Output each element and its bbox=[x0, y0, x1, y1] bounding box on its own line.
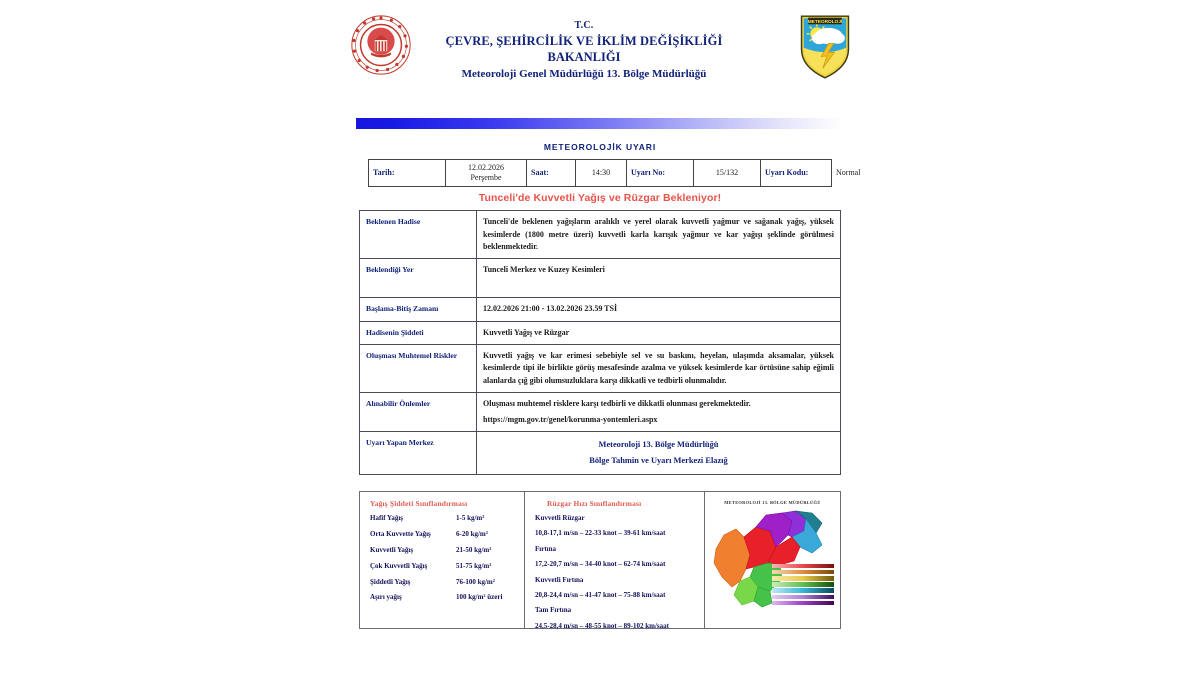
row-value-issuing-center bbox=[477, 432, 841, 475]
scale-band bbox=[772, 570, 834, 575]
region-map bbox=[710, 507, 836, 613]
list-item bbox=[370, 562, 516, 570]
row-label-severity: Hadisenin Şiddeti bbox=[360, 321, 477, 344]
wind-value: 24,5-28,4 m/sn – 48-55 knot – 89-102 km/saat bbox=[535, 621, 669, 630]
warning-code-label: Uyarı Kodu: bbox=[761, 160, 832, 187]
row-label-possible-risks: Oluşması Muhtemel Riskler bbox=[360, 345, 477, 393]
row-value-expected-location: Tunceli Merkez ve Kuzey Kesimleri bbox=[477, 259, 841, 298]
date-value-line2: Perşembe bbox=[470, 173, 502, 183]
warning-details-table bbox=[359, 210, 841, 475]
date-value bbox=[446, 160, 527, 187]
regional-directorate-name: Meteoroloji Genel Müdürlüğü 13. Bölge Müdürlüğü bbox=[461, 67, 707, 80]
scale-band bbox=[772, 564, 834, 569]
date-value-line1: 12.02.2026 bbox=[468, 163, 504, 173]
wind-value: 17,2-20,7 m/sn – 34-40 knot – 62-74 km/saat bbox=[535, 560, 666, 569]
table-row bbox=[360, 321, 841, 344]
turkish-republic-emblem-icon bbox=[350, 14, 412, 76]
scale-band bbox=[772, 601, 834, 606]
rain-value: 51-75 kg/m² bbox=[456, 561, 492, 570]
wind-classification-title: Rüzgar Hızı Sınıflandırması bbox=[547, 498, 642, 508]
rain-classification-title: Yağış Şiddeti Sınıflandırması bbox=[370, 498, 468, 508]
precautions-text: Oluşması muhtemel risklere karşı tedbirli ve dikkatli olunması gerekmektedir. bbox=[483, 399, 751, 409]
document-header bbox=[0, 0, 1200, 82]
rain-value: 76-100 kg/m² bbox=[456, 577, 495, 586]
map-caption: METEOROLOJİ 13. BÖLGE MÜDÜRLÜĞÜ bbox=[724, 499, 821, 505]
meteorology-shield-icon bbox=[799, 14, 851, 80]
table-row bbox=[360, 432, 841, 475]
issuing-center-line1: Meteoroloji 13. Bölge Müdürlüğü bbox=[598, 440, 719, 450]
legend-box bbox=[359, 491, 841, 629]
map-color-scale bbox=[772, 564, 834, 607]
shield-label: METEOROLOJİ bbox=[807, 19, 842, 25]
rain-name: Çok Kuvvetli Yağış bbox=[370, 561, 428, 570]
rain-value: 1-5 kg/m² bbox=[456, 513, 485, 522]
time-label: Saat: bbox=[527, 160, 576, 187]
tc-line: T.C. bbox=[574, 20, 594, 31]
wind-term: Kuvvetli Rüzgar bbox=[535, 513, 585, 522]
wind-value: 10,8-17,1 m/sn – 22-33 knot – 39-61 km/saat bbox=[535, 529, 666, 538]
header-title-block bbox=[412, 20, 757, 82]
wind-term: Kuvvetli Fırtına bbox=[535, 575, 584, 584]
rain-value: 100 kg/m² üzeri bbox=[456, 593, 503, 602]
table-row bbox=[360, 259, 841, 298]
region-map-column bbox=[705, 492, 840, 628]
row-label-expected-event: Beklenen Hadise bbox=[360, 211, 477, 259]
row-value-expected-event: Tunceli'de beklenen yağışların aralıklı ve yerel olarak kuvvetli yağmur ve sağanak yağış, yüksek kesimlerde (1800 metre üzeri) kuvvetli karla karışık yağmur ve kar yağışı şeklinde görülmesi beklenmektedir. bbox=[477, 211, 841, 259]
wind-classification-column bbox=[525, 492, 705, 628]
wind-value: 20,8-24,4 m/sn – 41-47 knot – 75-88 km/saat bbox=[535, 590, 666, 599]
scale-band bbox=[772, 576, 834, 581]
list-item bbox=[370, 514, 516, 522]
wind-term: Tam Fırtına bbox=[535, 606, 572, 615]
row-value-precautions bbox=[477, 393, 841, 432]
scale-band bbox=[772, 582, 834, 587]
table-row bbox=[360, 298, 841, 321]
blue-gradient-divider bbox=[356, 118, 843, 129]
list-item bbox=[370, 546, 516, 554]
rain-value: 21-50 kg/m² bbox=[456, 545, 492, 554]
warning-headline: Tunceli'de Kuvvetli Yağış ve Rüzgar Bekleniyor! bbox=[478, 192, 722, 205]
rain-name: Aşırı yağış bbox=[370, 593, 402, 602]
wind-term: Fırtına bbox=[535, 544, 556, 553]
row-value-severity: Kuvvetli Yağış ve Rüzgar bbox=[477, 321, 841, 344]
row-label-precautions: Alınabilir Önlemler bbox=[360, 393, 477, 432]
table-row bbox=[360, 211, 841, 259]
table-row bbox=[360, 345, 841, 393]
warning-meta-table bbox=[368, 159, 861, 187]
rain-name: Şiddetli Yağış bbox=[370, 577, 411, 586]
rain-name: Kuvvetli Yağış bbox=[370, 545, 414, 554]
rain-name: Orta Kuvvette Yağış bbox=[370, 529, 431, 538]
list-item bbox=[370, 578, 516, 586]
row-value-possible-risks: Kuvvetli yağış ve kar erimesi sebebiyle sel ve su baskını, heyelan, ulaşımda aksamalar, yüksek kesimlerde tipi ile birlikte görüş mesafesinde azalma ve yüksek kesimlerde kar örtüsüne sahip eğimli alanlarda çığ gibi olumsuzluklara karşı dikkatli ve tedbirli olunmalıdır. bbox=[477, 345, 841, 393]
issuing-center-line2: Bölge Tahmin ve Uyarı Merkezi Elazığ bbox=[589, 456, 728, 465]
warning-no-label: Uyarı No: bbox=[627, 160, 694, 187]
scale-band bbox=[772, 588, 834, 593]
banner-title: METEOROLOJİK UYARI bbox=[543, 142, 657, 153]
row-label-time-range: Başlama-Bitiş Zamanı bbox=[360, 298, 477, 321]
warning-document bbox=[355, 118, 861, 630]
rain-classification-column bbox=[360, 492, 525, 628]
table-row: Tarih: 12.02.2026 Perşembe Saat: 14:30 Uyarı No: 15/132 Uyarı Kodu: Normal bbox=[369, 160, 832, 187]
rain-name: Hafif Yağış bbox=[370, 513, 403, 522]
row-label-issuing-center: Uyarı Yapan Merkez bbox=[360, 432, 477, 475]
date-label: Tarih: bbox=[369, 160, 446, 187]
rain-value: 6-20 kg/m² bbox=[456, 529, 488, 538]
precautions-link[interactable]: https://mgm.gov.tr/genel/korunma-yontemleri.aspx bbox=[483, 414, 658, 424]
time-value: 14:30 bbox=[576, 160, 627, 187]
scale-band bbox=[772, 595, 834, 600]
ministry-suffix: BAKANLIĞI bbox=[547, 49, 621, 64]
table-row bbox=[360, 393, 841, 432]
ministry-name: ÇEVRE, ŞEHİRCİLİK VE İKLİM DEĞİŞİKLİĞİ bbox=[445, 33, 723, 48]
list-item bbox=[370, 593, 516, 601]
list-item bbox=[370, 530, 516, 538]
row-value-time-range: 12.02.2026 21:00 - 13.02.2026 23.59 TSİ bbox=[477, 298, 841, 321]
row-label-expected-location: Beklendiği Yer bbox=[360, 259, 477, 298]
warning-no-value: 15/132 bbox=[694, 160, 761, 187]
